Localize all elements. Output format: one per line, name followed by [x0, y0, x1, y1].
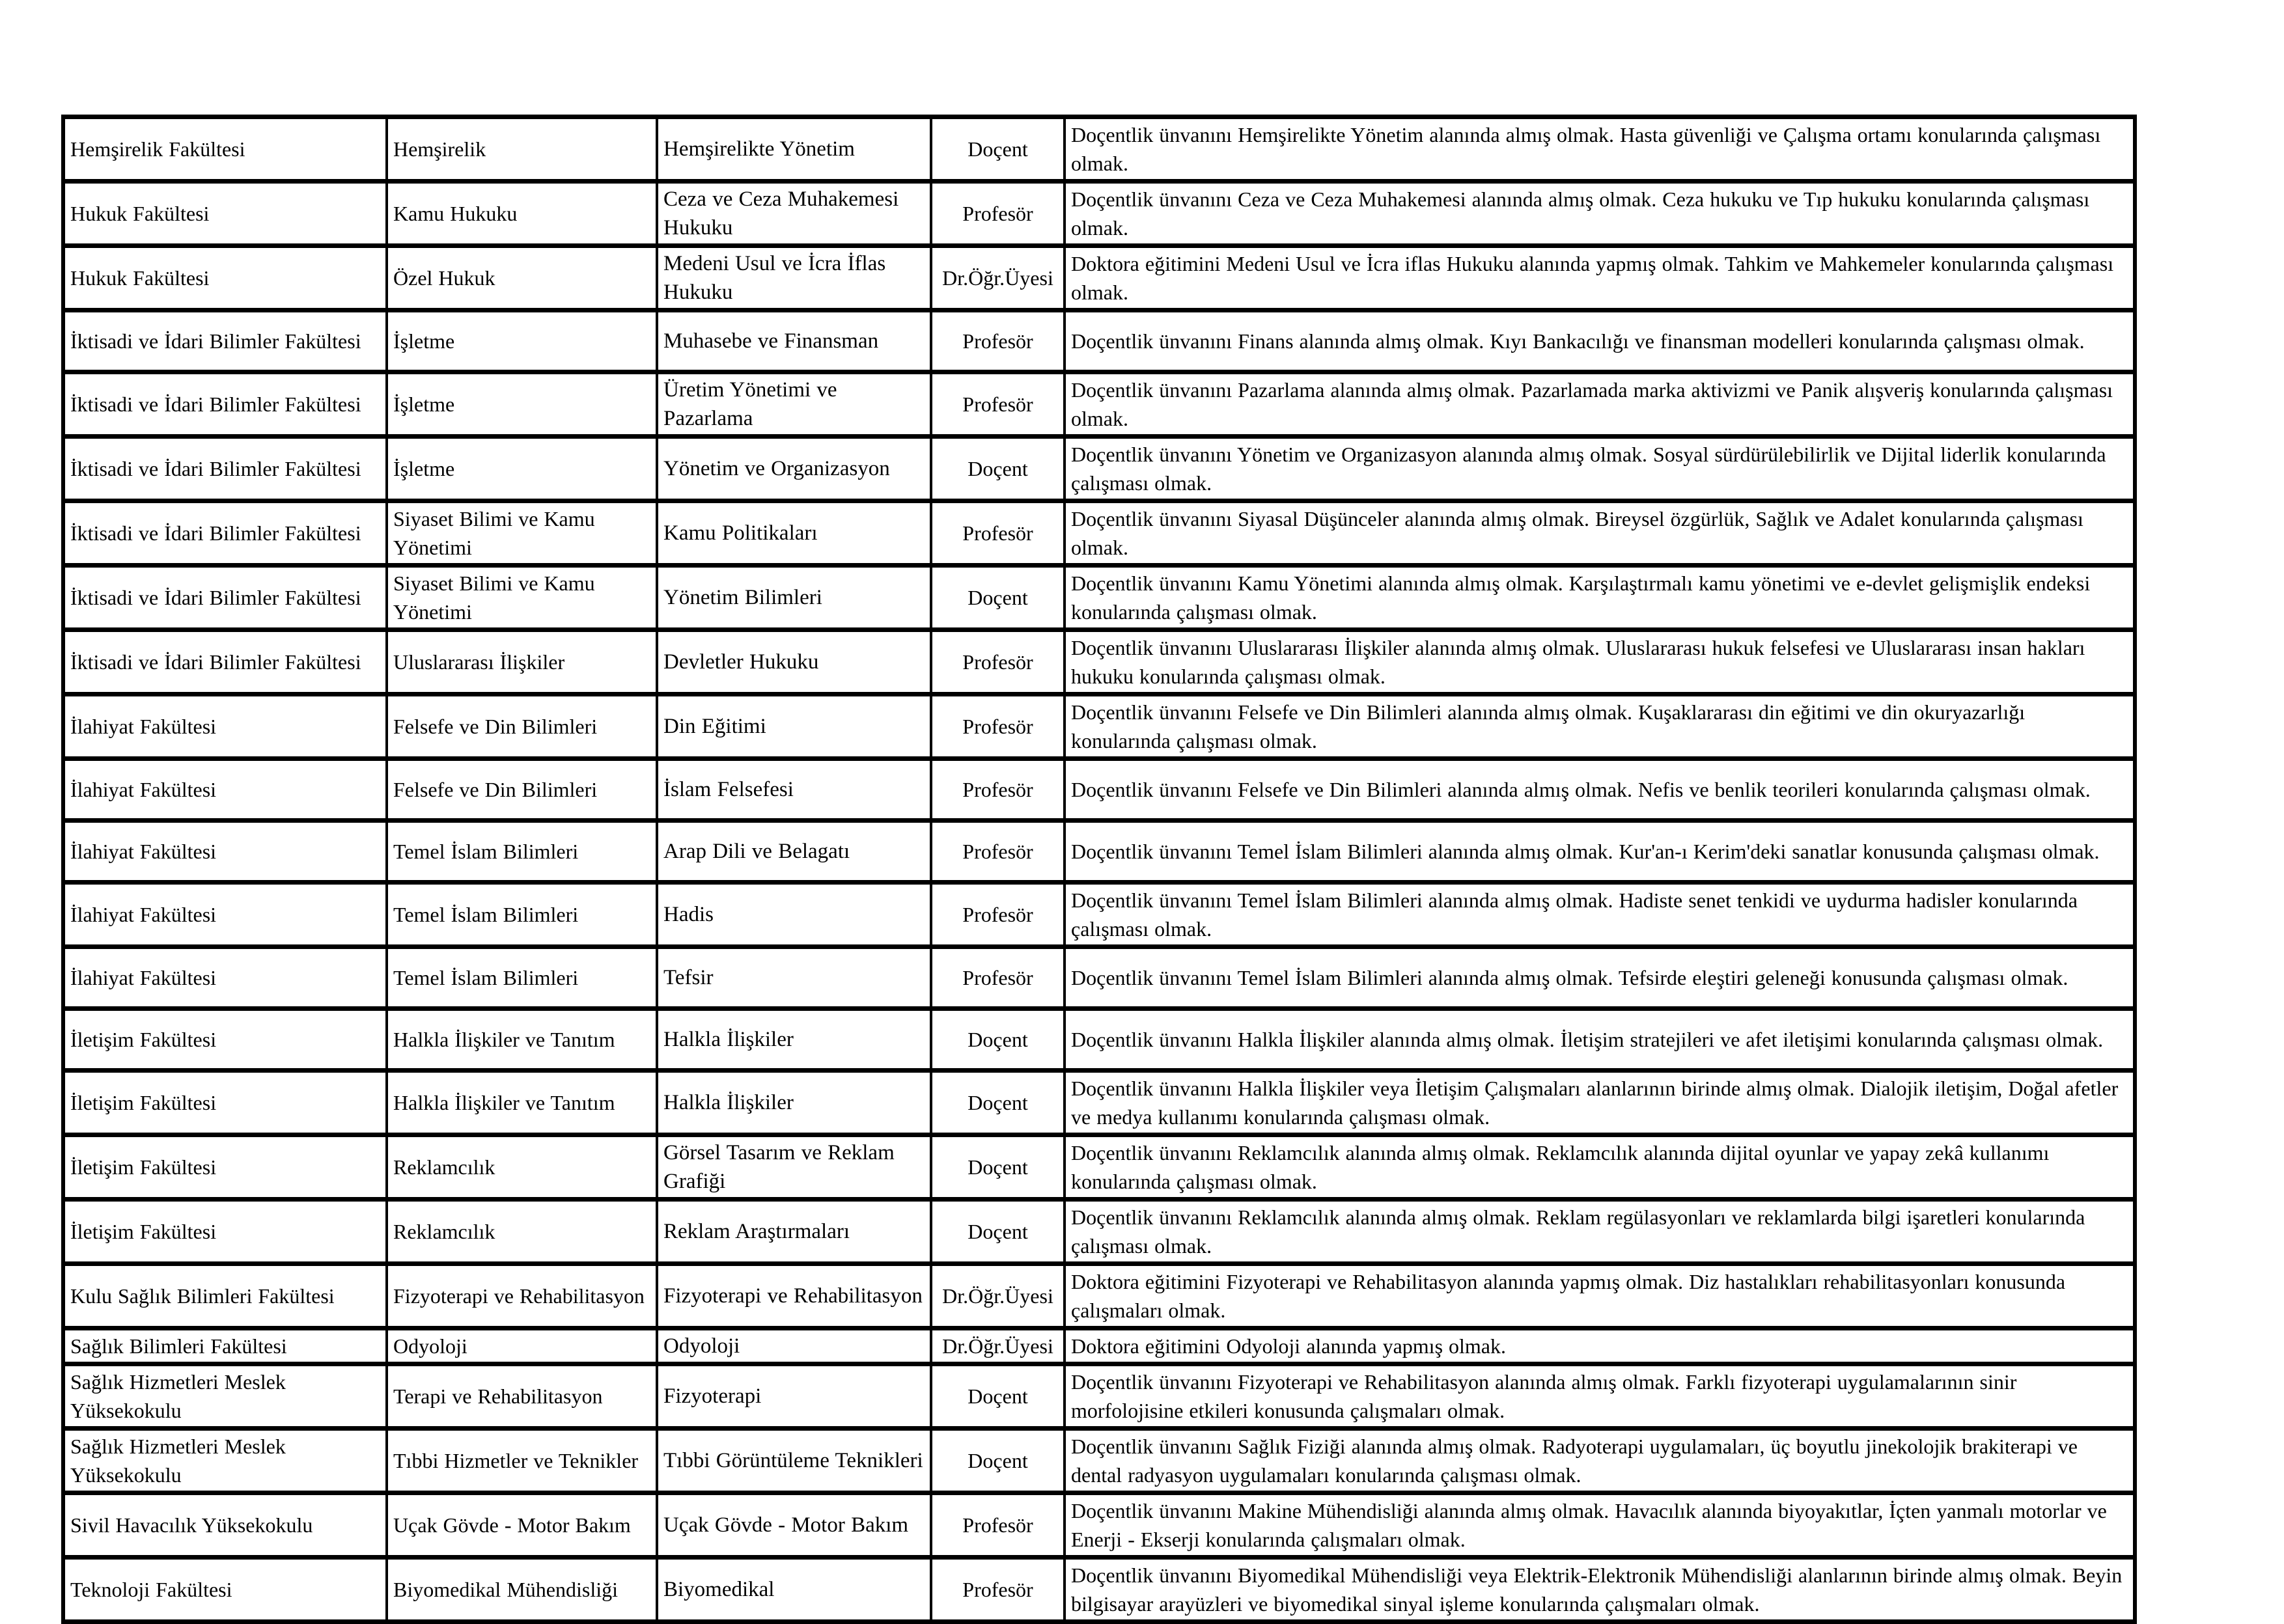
- requirement-cell: Doçentlik ünvanını Biyomedikal Mühendisliği veya Elektrik-Elektronik Mühendisliği alanlarının birinde almış olmak. Beyin bilgisayar arayüzleri ve biyomedikal sinyal işleme konularında çalışmaları olmak.: [1065, 1558, 2135, 1622]
- department-cell: İşletme: [387, 437, 657, 501]
- faculty-cell: Teknoloji Fakültesi: [63, 1558, 387, 1622]
- title-cell: Profesör: [931, 695, 1065, 759]
- faculty-cell: Sağlık Hizmetleri Meslek Yüksekokulu: [63, 1364, 387, 1429]
- program-cell: Tıbbi Görüntüleme Teknikleri: [657, 1429, 931, 1493]
- requirement-cell: Doktora eğitimini Medeni Usul ve İcra iflas Hukuku alanında yapmış olmak. Tahkim ve Mahkemeler konularında çalışması olmak.: [1065, 246, 2135, 310]
- title-cell: Dr.Öğr.Üyesi: [931, 1328, 1065, 1364]
- requirement-cell: Doçentlik ünvanını Kamu Yönetimi alanında almış olmak. Karşılaştırmalı kamu yönetimi ve e-devlet gelişmişlik endeksi konularında çalışması olmak.: [1065, 566, 2135, 630]
- table-row: [63, 117, 2135, 182]
- department-cell: Felsefe ve Din Bilimleri: [387, 695, 657, 759]
- table-row: [63, 1009, 2135, 1071]
- program-cell: Yönetim Bilimleri: [657, 566, 931, 630]
- program-cell: Hemşirelikte Yönetim: [657, 117, 931, 182]
- program-cell: Kamu Politikaları: [657, 501, 931, 566]
- program-cell: İslam Felsefesi: [657, 759, 931, 821]
- program-cell: Arap Dili ve Belagatı: [657, 821, 931, 883]
- department-cell: Temel İslam Bilimleri: [387, 883, 657, 947]
- title-cell: Profesör: [931, 182, 1065, 246]
- program-cell: Halkla İlişkiler: [657, 1071, 931, 1135]
- faculty-cell: İlahiyat Fakültesi: [63, 947, 387, 1009]
- requirement-cell: Doçentlik ünvanını Finans alanında almış olmak. Kıyı Bankacılığı ve finansman modelleri konularında çalışması olmak.: [1065, 310, 2135, 372]
- title-cell: Profesör: [931, 501, 1065, 566]
- program-cell: Muhasebe ve Finansman: [657, 310, 931, 372]
- table-row: [63, 1135, 2135, 1200]
- requirement-cell: Doçentlik ünvanını Makine Mühendisliği alanında almış olmak. Havacılık alanında biyoyakıtlar, İçten yanmalı motorlar ve Enerji - Ekserji konularında çalışmaları olmak.: [1065, 1493, 2135, 1558]
- faculty-cell: İletişim Fakültesi: [63, 1135, 387, 1200]
- program-cell: Reklam Araştırmaları: [657, 1200, 931, 1264]
- faculty-cell: İktisadi ve İdari Bilimler Fakültesi: [63, 310, 387, 372]
- program-cell: Halkla İlişkiler: [657, 1009, 931, 1071]
- requirement-cell: Doçentlik ünvanını Halkla İlişkiler alanında almış olmak. İletişim stratejileri ve afet iletişimi konularında çalışması olmak.: [1065, 1009, 2135, 1071]
- faculty-cell: Sağlık Bilimleri Fakültesi: [63, 1328, 387, 1364]
- faculty-cell: İktisadi ve İdari Bilimler Fakültesi: [63, 630, 387, 695]
- requirement-cell: Doçentlik ünvanını Felsefe ve Din Bilimleri alanında almış olmak. Nefis ve benlik teorileri konularında çalışması olmak.: [1065, 759, 2135, 821]
- requirement-cell: Doçentlik ünvanını Pazarlama alanında almış olmak. Pazarlamada marka aktivizmi ve Panik alışveriş konularında çalışması olmak.: [1065, 372, 2135, 437]
- table-body: [63, 117, 2135, 1622]
- program-cell: Yönetim ve Organizasyon: [657, 437, 931, 501]
- faculty-cell: İletişim Fakültesi: [63, 1200, 387, 1264]
- title-cell: Doçent: [931, 566, 1065, 630]
- program-cell: Devletler Hukuku: [657, 630, 931, 695]
- table-row: [63, 1558, 2135, 1622]
- title-cell: Profesör: [931, 630, 1065, 695]
- requirement-cell: Doçentlik ünvanını Temel İslam Bilimleri alanında almış olmak. Hadiste senet tenkidi ve uydurma hadisler konularında çalışması olmak.: [1065, 883, 2135, 947]
- title-cell: Doçent: [931, 1009, 1065, 1071]
- table-row: [63, 1071, 2135, 1135]
- program-cell: Biyomedikal: [657, 1558, 931, 1622]
- title-cell: Dr.Öğr.Üyesi: [931, 246, 1065, 310]
- faculty-cell: İlahiyat Fakültesi: [63, 883, 387, 947]
- requirement-cell: Doktora eğitimini Fizyoterapi ve Rehabilitasyon alanında yapmış olmak. Diz hastalıkları rehabilitasyonları konusunda çalışmaları olmak.: [1065, 1264, 2135, 1328]
- department-cell: Hemşirelik: [387, 117, 657, 182]
- department-cell: Felsefe ve Din Bilimleri: [387, 759, 657, 821]
- table-row: [63, 1264, 2135, 1328]
- requirement-cell: Doçentlik ünvanını Ceza ve Ceza Muhakemesi alanında almış olmak. Ceza hukuku ve Tıp hukuku konularında çalışması olmak.: [1065, 182, 2135, 246]
- title-cell: Profesör: [931, 947, 1065, 1009]
- department-cell: Reklamcılık: [387, 1135, 657, 1200]
- department-cell: Temel İslam Bilimleri: [387, 947, 657, 1009]
- requirement-cell: Doçentlik ünvanını Uluslararası İlişkiler alanında almış olmak. Uluslararası hukuk felsefesi ve Uluslararası insan hakları hukuku konularında çalışması olmak.: [1065, 630, 2135, 695]
- faculty-cell: Kulu Sağlık Bilimleri Fakültesi: [63, 1264, 387, 1328]
- department-cell: Halkla İlişkiler ve Tanıtım: [387, 1071, 657, 1135]
- table-row: [63, 759, 2135, 821]
- requirement-cell: Doçentlik ünvanını Reklamcılık alanında almış olmak. Reklamcılık alanında dijital oyunlar ve yapay zekâ kullanımı konularında çalışması olmak.: [1065, 1135, 2135, 1200]
- faculty-cell: İlahiyat Fakültesi: [63, 821, 387, 883]
- table-row: [63, 630, 2135, 695]
- table-row: [63, 182, 2135, 246]
- department-cell: Halkla İlişkiler ve Tanıtım: [387, 1009, 657, 1071]
- program-cell: Odyoloji: [657, 1328, 931, 1364]
- title-cell: Doçent: [931, 1200, 1065, 1264]
- program-cell: Tefsir: [657, 947, 931, 1009]
- department-cell: Temel İslam Bilimleri: [387, 821, 657, 883]
- table-row: [63, 310, 2135, 372]
- faculty-cell: Sağlık Hizmetleri Meslek Yüksekokulu: [63, 1429, 387, 1493]
- table-row: [63, 947, 2135, 1009]
- requirement-cell: Doçentlik ünvanını Siyasal Düşünceler alanında almış olmak. Bireysel özgürlük, Sağlık ve Adalet konularında çalışması olmak.: [1065, 501, 2135, 566]
- requirement-cell: Doçentlik ünvanını Reklamcılık alanında almış olmak. Reklam regülasyonları ve reklamlarda bilgi işaretleri konularında çalışması olmak.: [1065, 1200, 2135, 1264]
- table-row: [63, 372, 2135, 437]
- table-row: [63, 1429, 2135, 1493]
- program-cell: Medeni Usul ve İcra İflas Hukuku: [657, 246, 931, 310]
- requirement-cell: Doçentlik ünvanını Temel İslam Bilimleri alanında almış olmak. Tefsirde eleştiri geleneği konusunda çalışması olmak.: [1065, 947, 2135, 1009]
- department-cell: Reklamcılık: [387, 1200, 657, 1264]
- academic-positions-table: [61, 115, 2137, 1624]
- title-cell: Doçent: [931, 1135, 1065, 1200]
- title-cell: Profesör: [931, 883, 1065, 947]
- department-cell: Siyaset Bilimi ve Kamu Yönetimi: [387, 501, 657, 566]
- table-row: [63, 1364, 2135, 1429]
- department-cell: Tıbbi Hizmetler ve Teknikler: [387, 1429, 657, 1493]
- requirement-cell: Doçentlik ünvanını Yönetim ve Organizasyon alanında almış olmak. Sosyal sürdürülebilirlik ve Dijital liderlik konularında çalışması olmak.: [1065, 437, 2135, 501]
- department-cell: Uluslararası İlişkiler: [387, 630, 657, 695]
- requirement-cell: Doçentlik ünvanını Temel İslam Bilimleri alanında almış olmak. Kur'an-ı Kerim'deki sanatlar konusunda çalışması olmak.: [1065, 821, 2135, 883]
- table-row: [63, 566, 2135, 630]
- faculty-cell: İktisadi ve İdari Bilimler Fakültesi: [63, 501, 387, 566]
- program-cell: Görsel Tasarım ve Reklam Grafiği: [657, 1135, 931, 1200]
- table-row: [63, 437, 2135, 501]
- requirement-cell: Doçentlik ünvanını Fizyoterapi ve Rehabilitasyon alanında almış olmak. Farklı fizyoterapi uygulamalarının sinir morfolojisine etkileri konusunda çalışmaları olmak.: [1065, 1364, 2135, 1429]
- program-cell: Uçak Gövde - Motor Bakım: [657, 1493, 931, 1558]
- title-cell: Doçent: [931, 1429, 1065, 1493]
- department-cell: Kamu Hukuku: [387, 182, 657, 246]
- title-cell: Profesör: [931, 759, 1065, 821]
- department-cell: Uçak Gövde - Motor Bakım: [387, 1493, 657, 1558]
- title-cell: Doçent: [931, 117, 1065, 182]
- requirement-cell: Doktora eğitimini Odyoloji alanında yapmış olmak.: [1065, 1328, 2135, 1364]
- department-cell: İşletme: [387, 372, 657, 437]
- title-cell: Profesör: [931, 821, 1065, 883]
- faculty-cell: Sivil Havacılık Yüksekokulu: [63, 1493, 387, 1558]
- table-row: [63, 501, 2135, 566]
- program-cell: Fizyoterapi ve Rehabilitasyon: [657, 1264, 931, 1328]
- title-cell: Profesör: [931, 310, 1065, 372]
- title-cell: Doçent: [931, 1364, 1065, 1429]
- department-cell: İşletme: [387, 310, 657, 372]
- faculty-cell: İletişim Fakültesi: [63, 1009, 387, 1071]
- table-row: [63, 246, 2135, 310]
- table-row: [63, 821, 2135, 883]
- faculty-cell: Hukuk Fakültesi: [63, 182, 387, 246]
- requirement-cell: Doçentlik ünvanını Hemşirelikte Yönetim alanında almış olmak. Hasta güvenliği ve Çalışma ortamı konularında çalışması olmak.: [1065, 117, 2135, 182]
- faculty-cell: İlahiyat Fakültesi: [63, 759, 387, 821]
- department-cell: Fizyoterapi ve Rehabilitasyon: [387, 1264, 657, 1328]
- table-row: [63, 1200, 2135, 1264]
- program-cell: Din Eğitimi: [657, 695, 931, 759]
- program-cell: Ceza ve Ceza Muhakemesi Hukuku: [657, 182, 931, 246]
- faculty-cell: İlahiyat Fakültesi: [63, 695, 387, 759]
- table-row: [63, 1493, 2135, 1558]
- program-cell: Fizyoterapi: [657, 1364, 931, 1429]
- requirement-cell: Doçentlik ünvanını Sağlık Fiziği alanında almış olmak. Radyoterapi uygulamaları, üç boyutlu jinekolojik brakiterapi ve dental radyasyon uygulamaları konularında çalışması olmak.: [1065, 1429, 2135, 1493]
- department-cell: Biyomedikal Mühendisliği: [387, 1558, 657, 1622]
- title-cell: Profesör: [931, 372, 1065, 437]
- requirement-cell: Doçentlik ünvanını Halkla İlişkiler veya İletişim Çalışmaları alanlarının birinde almış olmak. Dialojik iletişim, Doğal afetler ve medya kullanımı konularında çalışması olmak.: [1065, 1071, 2135, 1135]
- table-row: [63, 695, 2135, 759]
- title-cell: Profesör: [931, 1558, 1065, 1622]
- department-cell: Odyoloji: [387, 1328, 657, 1364]
- table-row: [63, 883, 2135, 947]
- title-cell: Doçent: [931, 1071, 1065, 1135]
- title-cell: Doçent: [931, 437, 1065, 501]
- table-row: [63, 1328, 2135, 1364]
- program-cell: Üretim Yönetimi ve Pazarlama: [657, 372, 931, 437]
- faculty-cell: Hemşirelik Fakültesi: [63, 117, 387, 182]
- faculty-cell: İktisadi ve İdari Bilimler Fakültesi: [63, 372, 387, 437]
- faculty-cell: İktisadi ve İdari Bilimler Fakültesi: [63, 437, 387, 501]
- title-cell: Dr.Öğr.Üyesi: [931, 1264, 1065, 1328]
- department-cell: Siyaset Bilimi ve Kamu Yönetimi: [387, 566, 657, 630]
- department-cell: Özel Hukuk: [387, 246, 657, 310]
- faculty-cell: İktisadi ve İdari Bilimler Fakültesi: [63, 566, 387, 630]
- program-cell: Hadis: [657, 883, 931, 947]
- title-cell: Profesör: [931, 1493, 1065, 1558]
- requirement-cell: Doçentlik ünvanını Felsefe ve Din Bilimleri alanında almış olmak. Kuşaklararası din eğitimi ve din okuryazarlığı konularında çalışması olmak.: [1065, 695, 2135, 759]
- faculty-cell: İletişim Fakültesi: [63, 1071, 387, 1135]
- department-cell: Terapi ve Rehabilitasyon: [387, 1364, 657, 1429]
- faculty-cell: Hukuk Fakültesi: [63, 246, 387, 310]
